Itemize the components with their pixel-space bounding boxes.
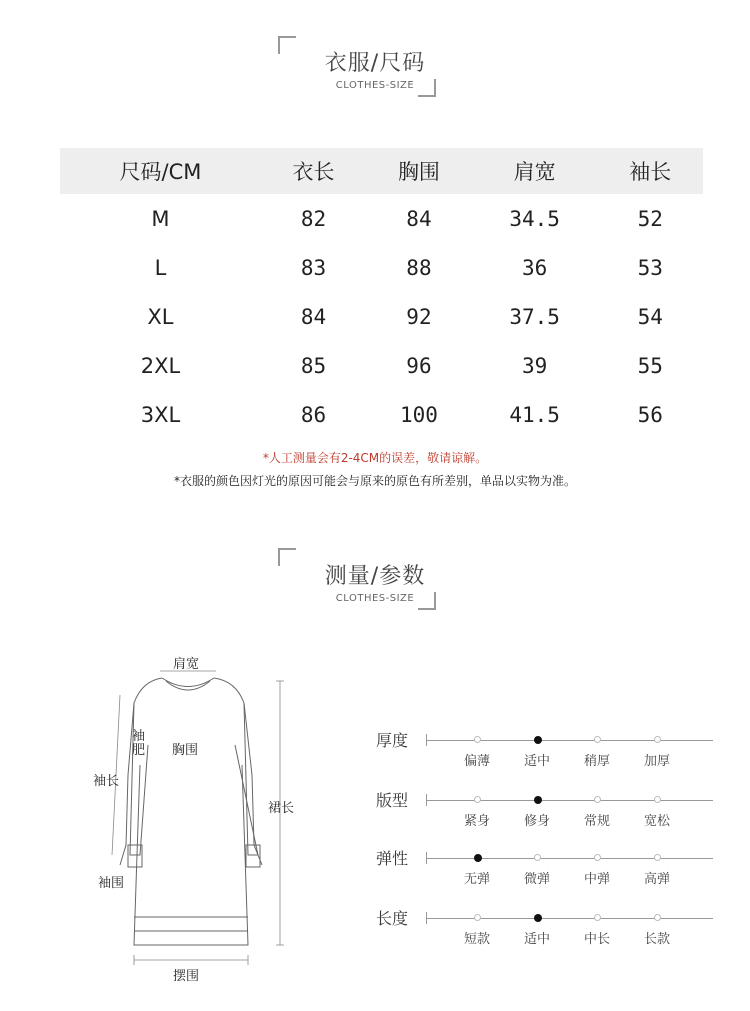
table-cell: M (151, 206, 170, 231)
attribute-scale-tick (426, 852, 427, 864)
option-label: 高弹 (643, 872, 670, 887)
option-dot (654, 914, 661, 921)
option-label: 长款 (643, 932, 670, 947)
attribute-label: 弹性 (376, 849, 409, 868)
table-cell: 88 (406, 255, 432, 280)
option-label: 稍厚 (583, 754, 610, 769)
option-dot (474, 914, 481, 921)
table-row (60, 390, 703, 439)
table-cell: 84 (300, 304, 327, 329)
table-cell: L (154, 255, 167, 280)
option-dot (654, 854, 661, 861)
table-cell: 100 (399, 402, 438, 427)
diagram-label-shoulder: 肩宽 (173, 657, 200, 672)
attribute-scale-tick (426, 912, 427, 924)
table-cell: 92 (406, 304, 432, 329)
attribute-scale-line (426, 740, 713, 741)
diagram-label-cuff: 袖围 (98, 876, 125, 891)
diagram-label-sleeve-width-2: 肥 (132, 743, 146, 758)
option-label: 短款 (463, 932, 490, 947)
table-cell: 54 (637, 304, 663, 329)
table-cell: 56 (637, 402, 663, 427)
table-cell: 85 (300, 353, 327, 378)
header-shoulder: 肩宽 (472, 148, 598, 194)
garment-diagram (90, 655, 310, 985)
table-cell: 34.5 (509, 206, 560, 231)
attribute-scale-line (426, 800, 713, 801)
option-dot-selected (474, 854, 482, 862)
option-dot-selected (534, 796, 542, 804)
table-cell: 37.5 (509, 304, 560, 329)
title-bracket-bottom-right (418, 592, 436, 610)
table-row (60, 341, 703, 390)
dress-outline-icon (90, 655, 310, 985)
attribute-row-elasticity (376, 846, 716, 886)
attribute-label: 版型 (376, 791, 409, 810)
attribute-row-fit (376, 788, 716, 828)
table-row (60, 292, 703, 341)
table-cell: 86 (300, 402, 327, 427)
option-dot (594, 854, 601, 861)
option-label: 微弹 (523, 872, 550, 887)
table-cell: 52 (637, 206, 663, 231)
size-table-header-row (60, 148, 703, 194)
header-length: 衣长 (261, 148, 366, 194)
attribute-scale-line (426, 918, 713, 919)
diagram-label-sleeve-length: 袖长 (93, 774, 120, 789)
option-label: 紧身 (463, 814, 490, 829)
size-table (60, 148, 703, 439)
option-dot (534, 854, 541, 861)
option-dot (474, 796, 481, 803)
option-label: 中弹 (583, 872, 610, 887)
option-label: 修身 (523, 814, 550, 829)
header-sleeve: 袖长 (598, 148, 703, 194)
option-dot (474, 736, 481, 743)
title-bracket-bottom-right (418, 79, 436, 97)
table-cell: 39 (521, 353, 548, 378)
attribute-row-length (376, 906, 716, 946)
table-cell: 55 (637, 353, 663, 378)
option-dot (594, 796, 601, 803)
option-label: 常规 (583, 814, 610, 829)
section-subtitle-clothes-size: CLOTHES-SIZE (335, 80, 415, 91)
diagram-label-sleeve-width-1: 袖 (132, 729, 146, 744)
table-cell: 96 (406, 353, 432, 378)
option-dot (654, 736, 661, 743)
diagram-label-hem: 摆围 (173, 969, 200, 984)
attribute-label: 厚度 (376, 731, 409, 750)
table-cell: 83 (300, 255, 327, 280)
table-cell: 53 (637, 255, 663, 280)
diagram-label-chest: 胸围 (172, 743, 199, 758)
option-dot (594, 736, 601, 743)
table-cell: 82 (300, 206, 327, 231)
option-label: 适中 (523, 754, 550, 769)
option-label: 中长 (583, 932, 610, 947)
option-dot (594, 914, 601, 921)
color-difference-note: *衣服的颜色因灯光的原因可能会与原来的原色有所差别，单品以实物为准。 (173, 474, 576, 488)
header-size: 尺码/CM (60, 148, 261, 194)
attribute-row-thickness (376, 728, 716, 768)
option-label: 加厚 (643, 754, 670, 769)
table-cell: 3XL (140, 402, 181, 427)
table-cell: XL (147, 304, 174, 329)
measurement-error-note: *人工测量会有2-4CM的误差，敬请谅解。 (262, 451, 488, 465)
table-cell: 36 (521, 255, 548, 280)
attribute-scale-tick (426, 734, 427, 746)
attribute-scale-tick (426, 794, 427, 806)
section-subtitle-measurement: CLOTHES-SIZE (335, 593, 415, 604)
header-chest: 胸围 (366, 148, 471, 194)
table-row (60, 243, 703, 292)
option-label: 无弹 (463, 872, 490, 887)
section-title-measurement: 测量/参数 (324, 564, 426, 589)
option-dot (654, 796, 661, 803)
attribute-scale-line (426, 858, 713, 859)
section-title-clothes-size: 衣服/尺码 (324, 51, 426, 76)
attribute-label: 长度 (376, 909, 409, 928)
table-cell: 84 (406, 206, 432, 231)
table-row (60, 194, 703, 243)
option-label: 适中 (523, 932, 550, 947)
diagram-label-skirt-length: 裙长 (268, 801, 295, 816)
option-label: 偏薄 (463, 754, 490, 769)
table-cell: 2XL (140, 353, 181, 378)
option-dot-selected (534, 736, 542, 744)
table-cell: 41.5 (509, 402, 560, 427)
option-label: 宽松 (643, 814, 670, 829)
option-dot-selected (534, 914, 542, 922)
